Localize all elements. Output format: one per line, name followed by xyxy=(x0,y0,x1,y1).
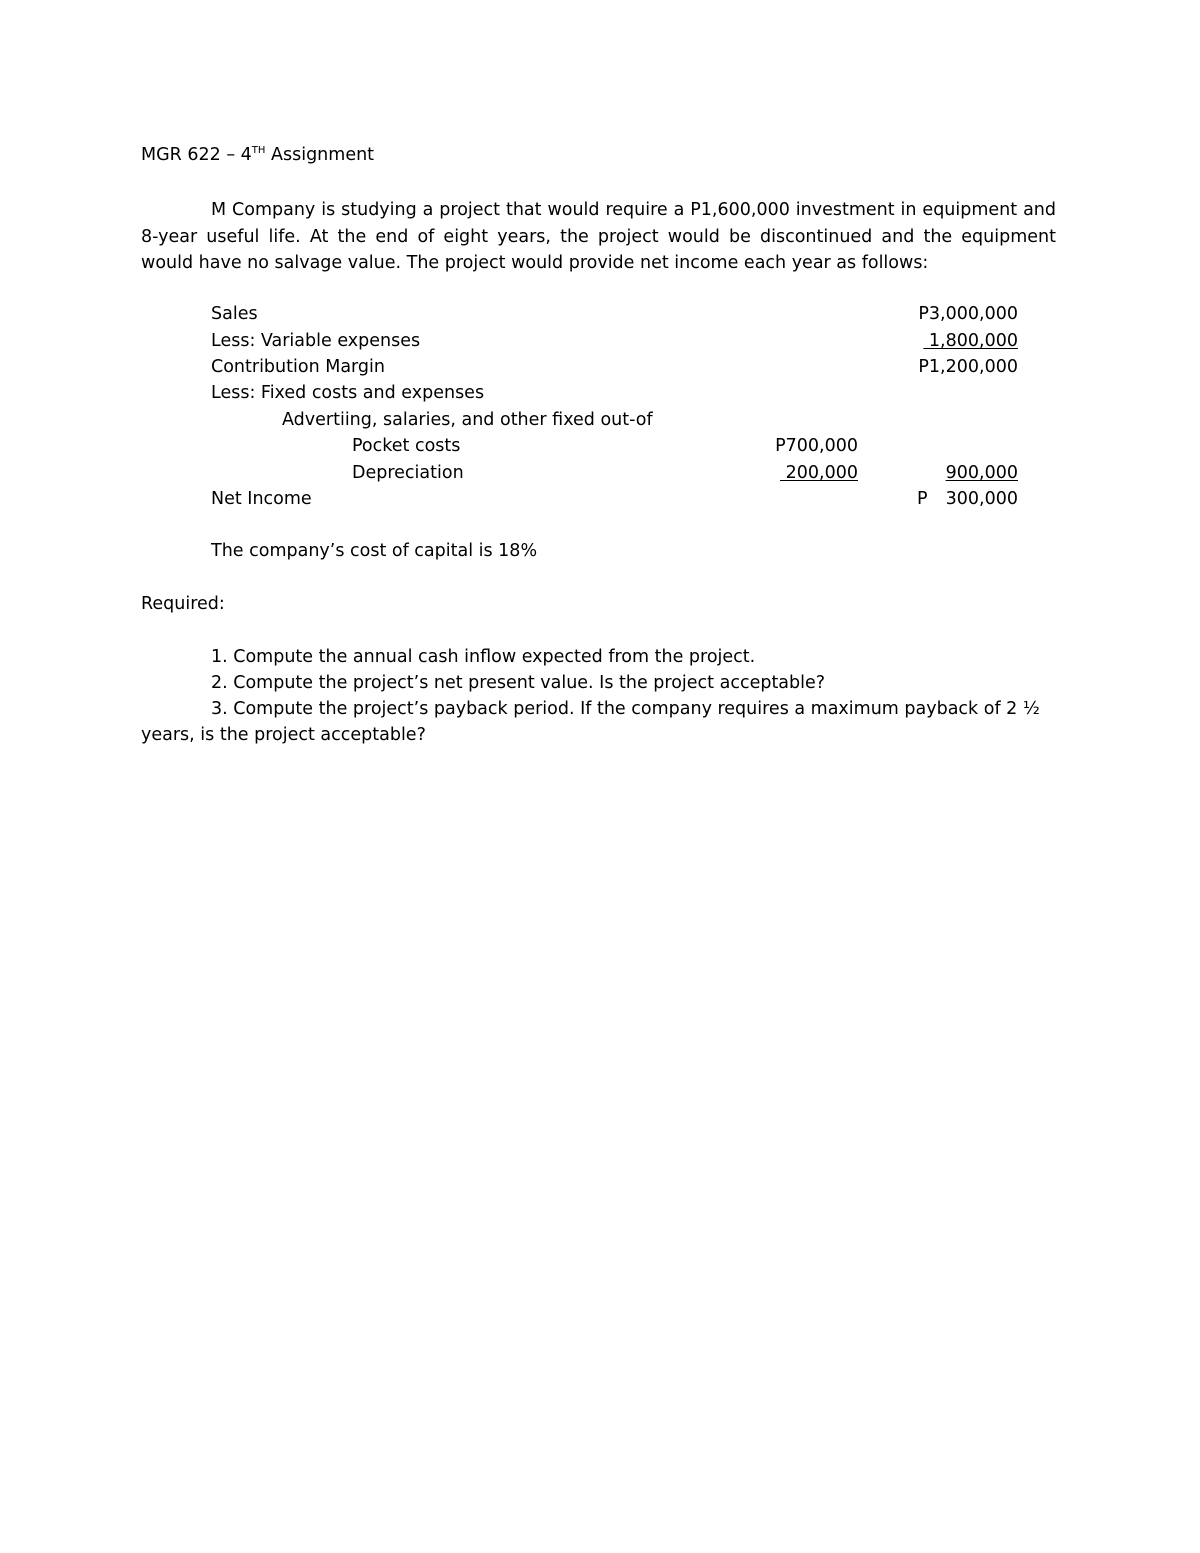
contribution-margin-label: Contribution Margin xyxy=(211,357,385,377)
net-income-amount: 300,000 xyxy=(945,489,1018,509)
depreciation-amount: 200,000 xyxy=(780,463,858,483)
net-income-label: Net Income xyxy=(211,489,312,509)
fixed-total-amount: 900,000 xyxy=(945,463,1018,483)
row-fixed-costs xyxy=(0,382,1200,408)
intro-paragraph: M Company is studying a project that would require a P1,600,000 investment in equipment and 8-year useful life. At the end of eight years, the project would be discontinued and the equipment would have no salvage value. The project would provide net income each year as follows: xyxy=(141,200,1056,273)
row-depreciation xyxy=(0,462,1200,488)
row-advertising xyxy=(0,409,1200,435)
fixed-costs-label: Less: Fixed costs and expenses xyxy=(211,383,485,403)
contribution-margin-amount: P1,200,000 xyxy=(918,357,1018,377)
requirement-1: 1. Compute the annual cash inflow expected from the project. xyxy=(211,647,756,667)
pocket-costs-amount: P700,000 xyxy=(775,436,858,456)
row-contribution-margin xyxy=(0,356,1200,382)
requirement-3: 3. Compute the project’s payback period. If the company requires a maximum payback of 2 ½ xyxy=(211,699,1040,719)
intro-paragraph-block xyxy=(141,197,1056,277)
row-net-income xyxy=(0,488,1200,514)
row-variable-expenses xyxy=(0,330,1200,356)
pocket-costs-label: Pocket costs xyxy=(352,436,461,456)
title-suffix: Assignment xyxy=(265,145,375,165)
advertising-label: Advertiing, salaries, and other fixed out-of xyxy=(282,410,653,430)
title-prefix: MGR 622 – 4 xyxy=(141,145,252,165)
cost-of-capital: The company’s cost of capital is 18% xyxy=(211,541,538,561)
sales-label: Sales xyxy=(211,304,258,324)
required-label: Required: xyxy=(141,594,225,614)
sales-amount: P3,000,000 xyxy=(918,304,1018,324)
requirement-3-continuation: years, is the project acceptable? xyxy=(141,725,426,745)
requirement-2: 2. Compute the project’s net present value. Is the project acceptable? xyxy=(211,673,826,693)
variable-expenses-amount: 1,800,000 xyxy=(923,331,1018,351)
row-sales xyxy=(0,303,1200,329)
variable-expenses-label: Less: Variable expenses xyxy=(211,331,421,351)
net-income-prefix: P xyxy=(917,489,928,509)
depreciation-label: Depreciation xyxy=(352,463,464,483)
row-pocket-costs xyxy=(0,435,1200,461)
document-title xyxy=(141,144,374,166)
title-superscript: TH xyxy=(251,145,266,156)
